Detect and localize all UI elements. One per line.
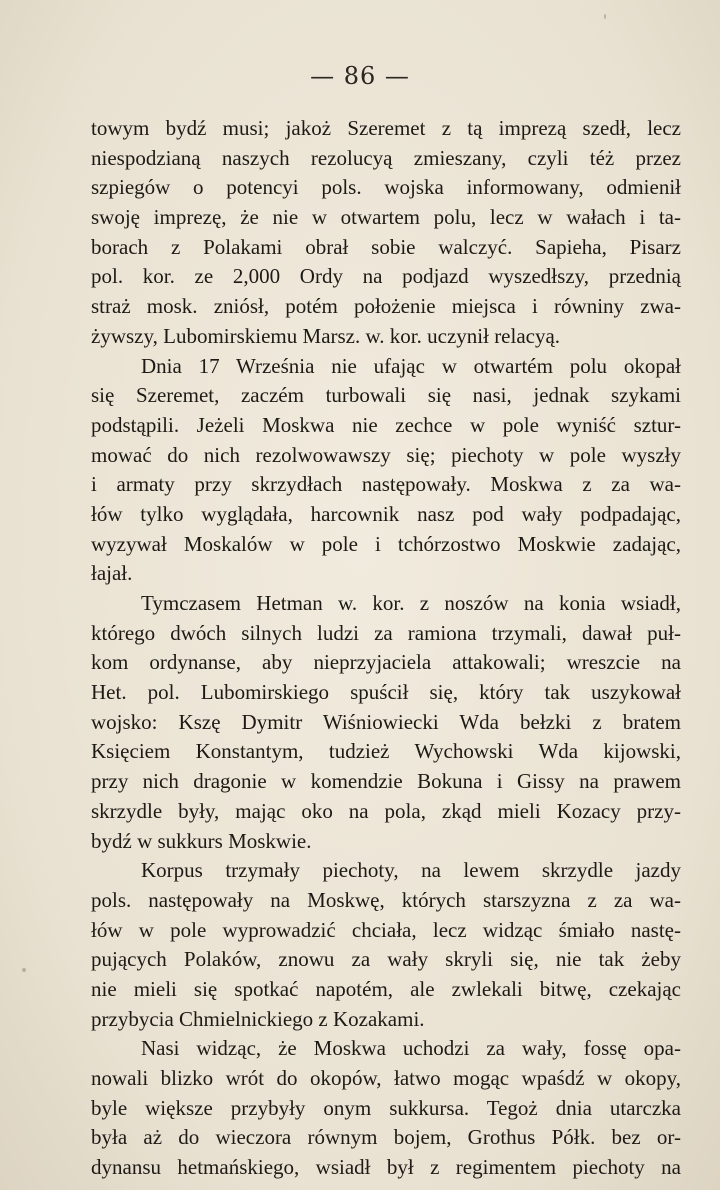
body-text [91,114,681,1183]
text-line: pujących Polaków, znowu za wały skryli się, nie tak żeby [91,947,681,972]
text-line: pol. kor. ze 2,000 Ordy na podjazd wyszedłszy, przednią [91,264,681,289]
text-line: wojsko: Kszę Dymitr Wiśniowiecki Wda bełzki z bratem [91,709,681,734]
text-line: nowali blizko wrót do okopów, łatwo mogąc wpaśdź w okopy, [91,1066,681,1090]
text-line: borach z Polakami obrał sobie walczyć. Sapieha, Pisarz [91,234,681,259]
text-line: szpiegów o potencyi pols. wojska informowany, odmienił [91,175,681,200]
text-line: Dnia 17 Września nie ufając w otwartém polu okopał [141,353,681,378]
text-line: łajał. [91,561,133,586]
text-line: Korpus trzymały piechoty, na lewem skrzydle jazdy [141,858,681,883]
text-line: podstąpili. Jeżeli Moskwa nie zechce w pole wyniść sztur- [91,412,681,437]
text-line: dynansu hetmańskiego, wsiadł był z regimentem piechoty na [91,1155,681,1180]
text-line: żywszy, Lubomirskiemu Marsz. w. kor. uczynił relacyą. [91,323,561,348]
text-line: łów w pole wyprowadzić chciała, lecz widząc śmiało nastę- [91,917,681,942]
text-line: Nasi widząc, że Moskwa uchodzi za wały, fossę opa- [141,1036,681,1061]
paper-speck [22,968,26,972]
text-line: swoję imprezę, że nie w otwartem polu, lecz w wałach i ta- [91,205,681,230]
text-line: wyzywał Moskalów w pole i tchórzostwo Moskwie zadając, [91,531,681,556]
text-line: skrzydle były, mając oko na pola, zkąd mieli Kozacy przy- [91,798,681,823]
text-line: była aż do wieczora równym bojem, Grothus Półk. bez or- [91,1125,681,1150]
text-line: przy nich dragonie w komendzie Bokuna i Gissy na prawem [91,769,681,794]
paper-speck [604,14,606,19]
text-line: towym bydź musi; jakoż Szeremet z tą imprezą szedł, lecz [91,116,681,140]
text-line: kom ordynanse, aby nieprzyjaciela attakowali; wreszcie na [91,650,681,675]
text-line: bydź w sukkurs Moskwie. [91,828,312,853]
text-line: nie mieli się spotkać napotém, ale zwlekali bitwę, czekając [91,976,681,1001]
text-line: przybycia Chmielnickiego z Kozakami. [91,1006,425,1031]
page-number: — 86 — [310,62,410,90]
text-line: straż mosk. zniósł, potém położenie miejsca i równiny zwa- [91,294,681,319]
text-line: Księciem Konstantym, tudzież Wychowski Wda kijowski, [91,739,681,764]
text-line: Het. pol. Lubomirskiego spuścił się, który tak uszykował [91,680,681,705]
text-line: pols. następowały na Moskwę, których starszyzna z za wa- [91,887,681,912]
text-line: się Szeremet, zaczém turbowali się nasi, jednak szykami [91,383,681,408]
text-line: Tymczasem Hetman w. kor. z noszów na konia wsiadł, [141,591,681,615]
text-line: i armaty przy skrzydłach następowały. Moskwa z za wa- [91,472,681,497]
text-line: byle większe przybyły onym sukkursa. Tegoż dnia utarczka [91,1095,681,1120]
text-line: niespodzianą naszych rezolucyą zmieszany, czyli téż przez [91,145,681,170]
text-line: którego dwóch silnych ludzi za ramiona trzymali, dawał puł- [91,620,681,645]
text-line: mować do nich rezolwowawszy się; piechoty w pole wyszły [91,442,681,467]
text-line: łów tylko wyglądała, harcownik nasz pod wały podpadając, [91,501,681,526]
